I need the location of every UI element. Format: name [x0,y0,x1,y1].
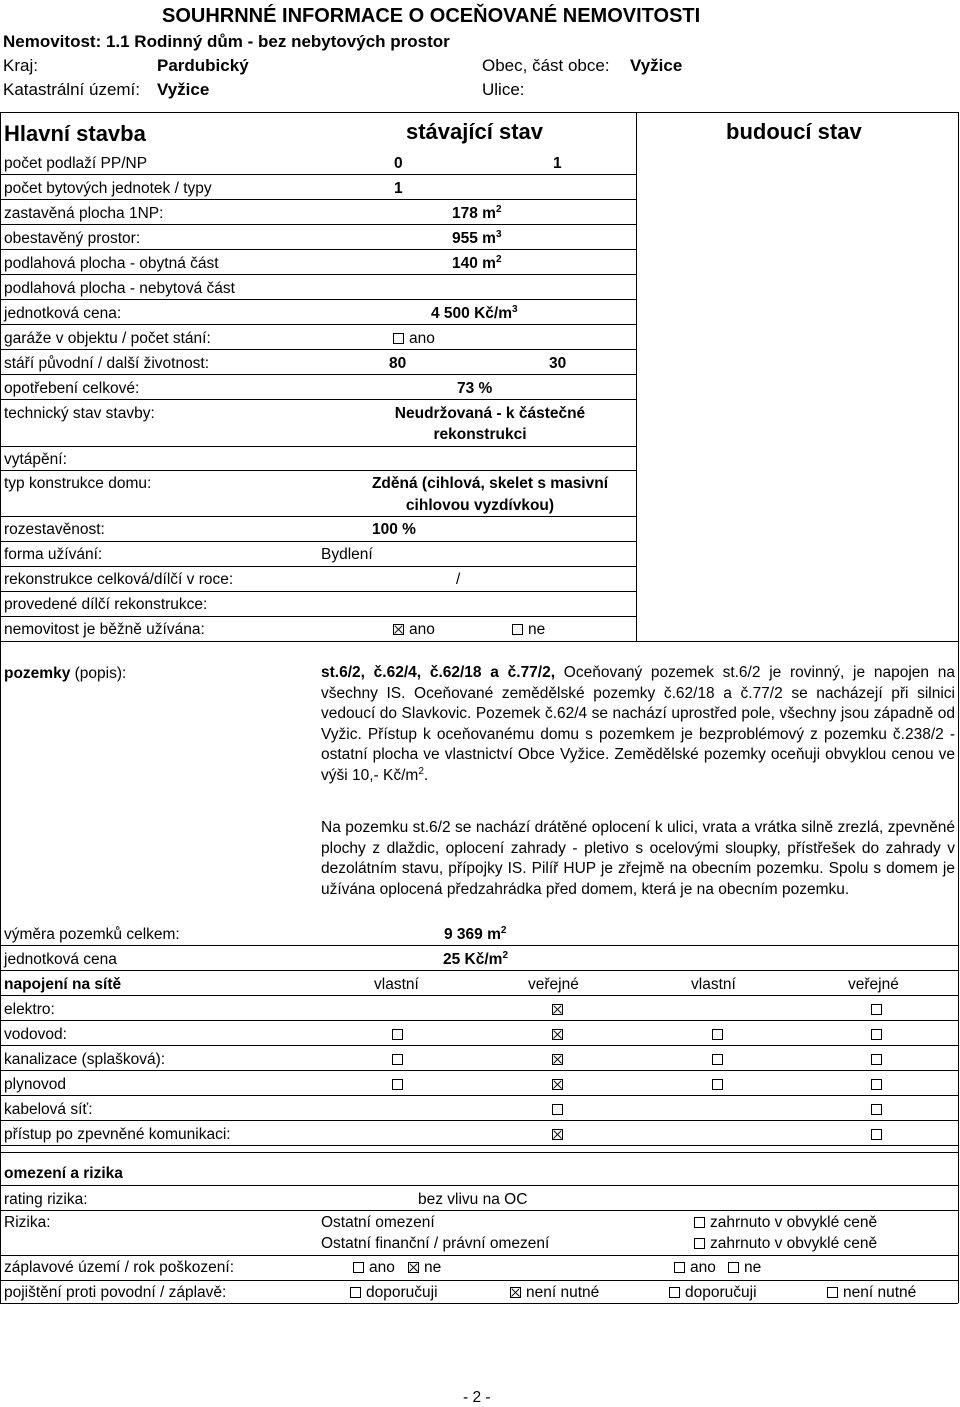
row-line [0,1120,958,1121]
row-line [0,516,636,517]
doporucuji-checkbox[interactable]: doporučuji [350,1284,438,1302]
checkbox-icon [353,1262,364,1273]
cena-label: jednotková cena: [4,305,122,322]
zahrnuto-checkbox-2[interactable]: zahrnuto v obvyklé ceně [694,1235,877,1253]
rozestavenost-value: 100 % [372,521,416,538]
checked-box-icon [408,1262,419,1273]
ku-value: Vyžice [157,80,210,99]
checked-box-icon[interactable] [552,1029,563,1040]
vytapeni-label: vytápění: [4,451,67,468]
rekonstrukce-value: / [456,571,461,588]
table-left-border [0,112,1,1303]
ku-label: Katastrální území: [3,80,141,99]
rating-label: rating rizika: [4,1191,88,1208]
row-line [0,399,636,400]
checkbox-icon [694,1238,705,1249]
row-line [0,566,636,567]
neni-nutne-future-checkbox[interactable]: není nutné [827,1284,916,1302]
konstrukce-label: typ konstrukce domu: [4,475,152,492]
row-line [0,1280,958,1281]
row-line [0,174,636,175]
garaze-label: garáže v objektu / počet stání: [4,330,211,347]
pozemky-description-2: Na pozemku st.6/2 se nachází drátěné oplocení k ulici, vrata a vrátka silně zrezlá, zpevněné plochy z dlaždic, oplocení zahrady - pletivo s ocelovými sloupky, přístřešek do zahrady v dezolátním stavu, přípojky IS. Pilíř HUP je zřejmě na obecním pozemku. Spolu s domem je užívána oplocená předzahrádka před domem, která je na obecním pozemku. [321,819,955,898]
technicky-line2: rekonstrukci [433,426,527,443]
checkbox-icon[interactable] [871,1054,882,1065]
checkbox-icon[interactable] [712,1079,723,1090]
col-verejne-2: veřejné [848,976,899,993]
stari-value: 80 [389,355,407,372]
checkbox-icon [393,333,404,344]
checkbox-icon [694,1217,705,1228]
rozestavenost-label: rozestavěnost: [4,521,105,538]
row-line [0,616,636,617]
main-building-title: Hlavní stavba [4,121,146,146]
row-line [0,224,636,225]
technicky-line1: Neudržovaná - k částečné [394,405,586,422]
row-line [0,324,636,325]
row-line [0,1045,958,1046]
checked-box-icon[interactable] [552,1079,563,1090]
row-line [0,1152,958,1153]
pojisteni-label: pojištění proti povodní / záplavě: [4,1284,227,1301]
kraj-label: Kraj: [3,56,38,75]
pozemky-cena-label: jednotková cena [4,951,117,968]
row-line [0,349,636,350]
checkbox-icon [728,1262,739,1273]
zaplavove-ano-future-checkbox[interactable]: ano [674,1259,716,1277]
checkbox-icon [669,1287,680,1298]
checkbox-icon[interactable] [871,1104,882,1115]
checkbox-icon [674,1262,685,1273]
page-title: SOUHRNNÉ INFORMACE O OCEŇOVANÉ NEMOVITOSTI [162,5,701,27]
zaplavove-label: záplavové území / rok poškození: [4,1259,235,1276]
row-line [0,1070,958,1071]
checkbox-icon[interactable] [712,1029,723,1040]
zaplavove-ne-future-checkbox[interactable]: ne [728,1259,761,1277]
row-line [0,541,636,542]
row-line [0,249,636,250]
table-top-border [0,112,958,113]
riziko-item-2: Ostatní finanční / právní omezení [321,1235,550,1252]
row-line [0,1020,958,1021]
vymera-value: 9 369 $m^2$ [444,925,507,943]
obestaveny-label: obestavěný prostor: [4,230,141,247]
future-state-header: budoucí stav [726,119,862,144]
site-row-label: přístup po zpevněné komunikaci: [4,1126,231,1143]
konstrukce-line2: cihlovou vyzdívkou) [405,497,555,514]
jednotek-label: počet bytových jednotek / typy [4,180,212,197]
rating-value: bez vlivu na OC [418,1191,528,1208]
checkbox-icon[interactable] [392,1054,403,1065]
row-line [0,1095,958,1096]
checkbox-icon [827,1287,838,1298]
rizika-label: Rizika: [4,1214,51,1231]
rekonstrukce-label: rekonstrukce celková/dílčí v roce: [4,571,234,588]
site-row-label: kabelová síť: [4,1101,93,1118]
neni-nutne-checkbox[interactable]: není nutné [510,1284,599,1302]
checkbox-icon[interactable] [392,1079,403,1090]
vymera-label: výměra pozemků celkem: [4,926,180,943]
col-vlastni-2: vlastní [691,976,736,993]
opotrebeni-value: 73 % [457,380,493,397]
zastavena-label: zastavěná plocha 1NP: [4,205,164,222]
row-line [0,274,636,275]
kraj-value: Pardubický [157,56,249,75]
col-verejne-1: veřejné [528,976,579,993]
site-row-label: vodovod: [4,1026,67,1043]
checkbox-icon[interactable] [712,1054,723,1065]
zaplavove-ano-checkbox[interactable]: ano [353,1259,395,1277]
obec-value: Vyžice [630,56,683,75]
technicky-label: technický stav stavby: [4,405,155,422]
zahrnuto-checkbox-1[interactable]: zahrnuto v obvyklé ceně [694,1214,877,1232]
checkbox-icon[interactable] [871,1004,882,1015]
site-row-label: elektro: [4,1001,55,1018]
forma-value: Bydlení [321,546,373,563]
obytna-label: podlahová plocha - obytná část [4,255,219,272]
provedene-label: provedené dílčí rekonstrukce: [4,596,208,613]
row-line [0,470,636,471]
rizika-title: omezení a rizika [4,1165,123,1182]
podlazi-np: 1 [553,155,562,172]
checkbox-icon[interactable] [871,1129,882,1140]
obec-label: Obec, část obce: [482,56,610,75]
obestaveny-value: 955 $m^3$ [452,229,502,247]
row-line [0,1145,958,1146]
site-row-label: plynovod [4,1076,67,1093]
future-column-border [636,112,637,642]
pozemky-cena-value: 25 $Kč/m^2$ [443,950,509,968]
row-line [0,299,636,300]
opotrebeni-label: opotřebení celkové: [4,380,140,397]
checkbox-icon[interactable] [392,1029,403,1040]
forma-label: forma užívání: [4,546,103,563]
row-line [0,970,958,971]
site-title: napojení na sítě [4,976,122,993]
row-line [0,446,636,447]
row-line [0,591,636,592]
checkbox-icon [512,624,523,635]
row-line [0,1210,958,1211]
uzivana-ano-checkbox[interactable]: ano [393,621,435,639]
nebytova-label: podlahová plocha - nebytová část [4,280,235,297]
table-bottom-border [0,1303,958,1304]
cena-value: 4 500 $Kč/m^3$ [431,304,518,322]
table-divider [0,641,958,642]
row-line [0,945,958,946]
checked-box-icon [393,624,404,635]
row-line [0,995,958,996]
table-right-border [958,112,959,1303]
zivotnost-value: 30 [549,355,567,372]
pozemky-label: pozemky (popis): [4,665,127,682]
doporucuji-future-checkbox[interactable]: doporučuji [669,1284,757,1302]
uzivana-ne-checkbox[interactable]: ne [512,621,545,639]
row-line [0,1255,958,1256]
checkbox-icon [350,1287,361,1298]
property-name: Nemovitost: 1.1 Rodinný dům - bez nebytových prostor [3,32,450,51]
stari-label: stáří původní / další životnost: [4,355,210,372]
zaplavove-ne-checkbox[interactable]: ne [408,1259,441,1277]
checkbox-icon[interactable] [871,1029,882,1040]
row-line [0,199,636,200]
current-state-header: stávající stav [406,119,543,144]
checkbox-icon[interactable] [552,1104,563,1115]
row-line [0,374,636,375]
pozemky-description: st.6/2, č.62/4, č.62/18 a č.77/2, Oceňovaný pozemek st.6/2 je rovinný, je napojen na všechny IS. Oceňované zemědělské pozemky č.62/18 a č.77/2 se nacházejí při silnici vedoucí do Slavkovic. Pozemek č.62/4 se nachází uprostřed pole, všechny jsou západně od Vyžic. Přístup k oceňovanému domu s pozemkem je bezproblémový z pozemku č.238/2 - ostatní plocha ve vlastnictví Obce Vyžice. Zemědělské pozemky oceňuji obvyklou cenou ve výši 10,- $Kč/m^2$. [321,664,955,784]
checked-box-icon[interactable] [552,1129,563,1140]
jednotek-value: 1 [394,180,403,197]
konstrukce-line1: Zděná (cihlová, skelet s masivní [371,475,609,492]
checked-box-icon [510,1287,521,1298]
col-vlastni-1: vlastní [374,976,419,993]
podlazi-pp: 0 [394,155,403,172]
podlazi-label: počet podlaží PP/NP [4,155,148,172]
ulice-label: Ulice: [482,80,525,99]
checked-box-icon[interactable] [552,1004,563,1015]
obytna-value: 140 $m^2$ [452,254,502,272]
riziko-item-1: Ostatní omezení [321,1214,435,1231]
garaze-checkbox[interactable]: ano [393,330,435,348]
page-number: - 2 - [463,1389,491,1406]
zastavena-value: 178 $m^2$ [452,204,502,222]
site-row-label: kanalizace (splašková): [4,1051,166,1068]
checkbox-icon[interactable] [871,1079,882,1090]
uzivana-label: nemovitost je běžně užívána: [4,621,205,638]
checked-box-icon[interactable] [552,1054,563,1065]
row-line [0,1185,958,1186]
